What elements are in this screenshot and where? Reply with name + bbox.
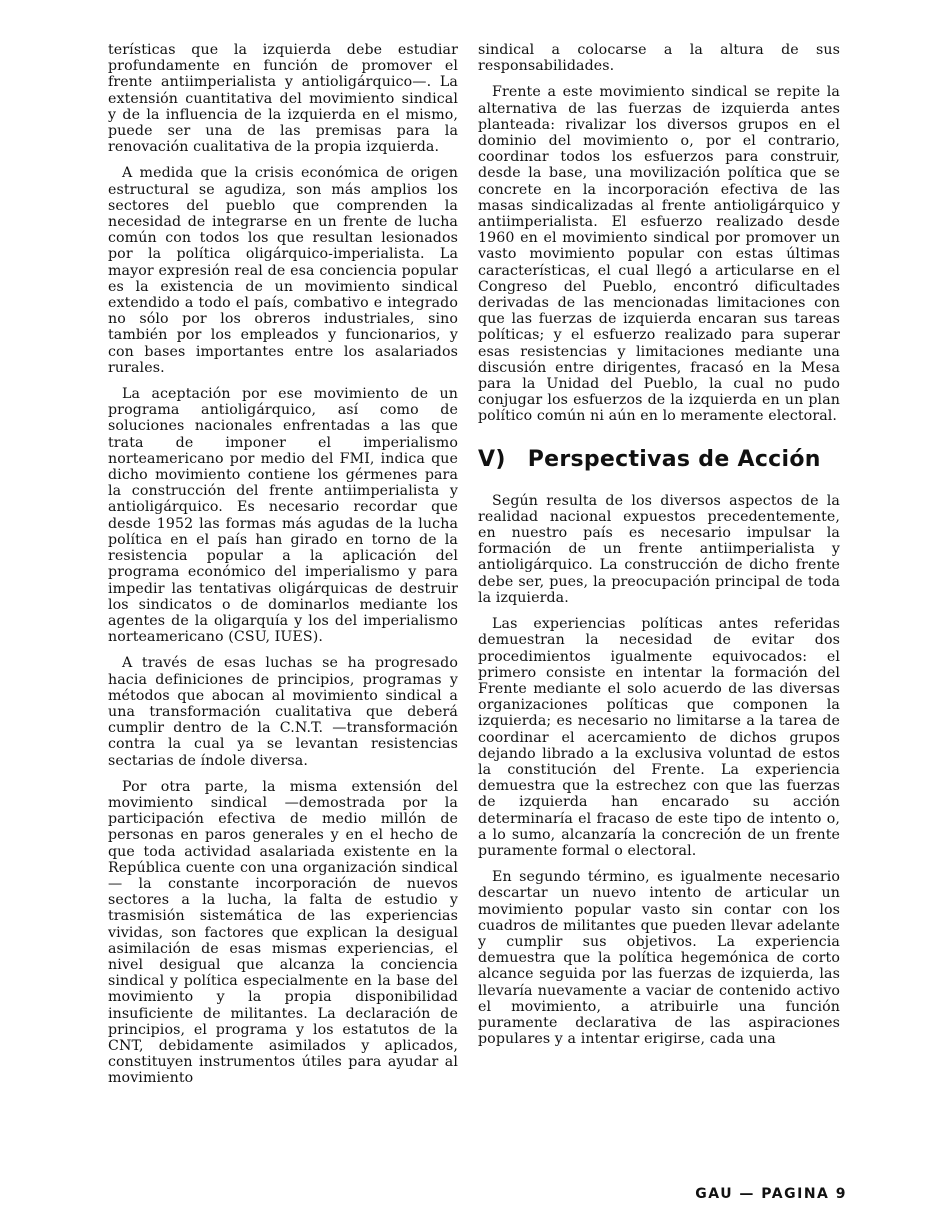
paragraph: En segundo término, es igualmente necesario descartar un nuevo intento de articular un movimiento popular vasto sin contar con los cuadros de militantes que pueden llevar adelante y cumplir sus objetivos. La experiencia demuestra que la política hegemónica de corto alcance seguida por las fuerzas de izquierda, las llevaría nuevamente a vaciar de contenido activo el movimiento, a atribuirle una función puramente declarativa de las aspiraciones populares y a intentar erigirse, cada una [478,869,840,1048]
paragraph: A medida que la crisis económica de origen estructural se agudiza, son más amplios los sectores del pueblo que comprenden la necesidad de integrarse en un frente de lucha común con todos los que resultan lesionados por la política oligárquico-imperialista. La mayor expresión real de esa conciencia popular es la existencia de un movimiento sindical extendido a todo el país, combativo e integrado no sólo por los obreros industriales, sino también por los empleados y funcionarios, y con bases importantes entre los asalariados rurales. [108,165,458,376]
paragraph: terísticas que la izquierda debe estudiar profundamente en función de promover el frente antiimperialista y antioligárquico—. La extensión cuantitativa del movimiento sindical y de la influencia de la izquierda en el mismo, puede ser una de las premisas para la renovación cualitativa de la propia izquierda. [108,42,458,156]
section-heading [478,447,840,473]
right-column [478,42,840,1057]
paragraph: A través de esas luchas se ha progresado hacia definiciones de principios, programas y métodos que abocan al movimiento sindical a una transformación cualitativa que deberá cumplir dentro de la C.N.T. —transformación contra la cual ya se levantan resistencias sectarias de índole diversa. [108,655,458,769]
paragraph: La aceptación por ese movimiento de un programa antioligárquico, así como de soluciones nacionales enfrentadas a las que trata de imponer el imperialismo norteamericano por medio del FMI, indica que dicho movimiento contiene los gérmenes para la construcción del frente antiimperialista y antioligárquico. Es necesario recordar que desde 1952 las formas más agudas de la lucha política en el país han girado en torno de la resistencia popular a la aplicación del programa económico del imperialismo y para impedir las tentativas oligárquicas de destruir los sindicatos o de dominarlos mediante los agentes de la oligarquía y los del imperialismo norteamericano (CSU, IUES). [108,386,458,646]
left-column [108,42,458,1097]
section-title: Perspectivas de Acción [527,446,821,472]
paragraph: sindical a colocarse a la altura de sus responsabilidades. [478,42,840,75]
paragraph: Las experiencias políticas antes referidas demuestran la necesidad de evitar dos procedimientos igualmente equivocados: el primero consiste en intentar la formación del Frente mediante el solo acuerdo de las diversas organizaciones políticas que componen la izquierda; es necesario no limitarse a la tarea de coordinar el acercamiento de dichos grupos dejando librado a la exclusiva voluntad de estos la constitución del Frente. La experiencia demuestra que la estrechez con que las fuerzas de izquierda han encarado su acción determinaría el fracaso de este tipo de intento o, a lo sumo, alcanzaría la concreción de un frente puramente formal o electoral. [478,616,840,859]
section-number: V) [478,446,506,472]
paragraph: Frente a este movimiento sindical se repite la alternativa de las fuerzas de izquierda antes planteada: rivalizar los diversos grupos en el dominio del movimiento o, por el contrario, coordinar todos los esfuerzos para construir, desde la base, una movilización política que se concrete en la incorporación efectiva de las masas sindicalizadas al frente antioligárquico y antiimperialista. El esfuerzo realizado desde 1960 en el movimiento sindical por promover un vasto movimiento popular con estas últimas características, el cual llegó a articularse en el Congreso del Pueblo, encontró dificultades derivadas de las mencionadas limitaciones con que las fuerzas de izquierda encaran sus tareas políticas; y el esfuerzo realizado para superar esas resistencias y limitaciones mediante una discusión entre dirigentes, fracasó en la Mesa para la Unidad del Pueblo, la cual no pudo conjugar los esfuerzos de la izquierda en un plan político común ni aún en lo meramente electoral. [478,84,840,425]
page-footer: GAU — PAGINA 9 [695,1186,847,1202]
paragraph: Por otra parte, la misma extensión del movimiento sindical —demostrada por la participación efectiva de medio millón de personas en paros generales y en el hecho de que toda actividad asalariada existente en la República cuente con una organización sindical— la constante incorporación de nuevos sectores a la lucha, la falta de estudio y trasmisión sistemática de las experiencias vividas, son factores que explican la desigual asimilación de esas mismas experiencias, el nivel desigual que alcanza la conciencia sindical y política especialmente en la base del movimiento y la propia disponibilidad insuficiente de militantes. La declaración de principios, el programa y los estatutos de la CNT, debidamente asimilados y aplicados, constituyen instrumentos útiles para ayudar al movimiento [108,778,458,1087]
paragraph: Según resulta de los diversos aspectos de la realidad nacional expuestos precedentemente, en nuestro país es necesario impulsar la formación de un frente antiimperialista y antioligárquico. La construcción de dicho frente debe ser, pues, la preocupación principal de toda la izquierda. [478,492,840,606]
